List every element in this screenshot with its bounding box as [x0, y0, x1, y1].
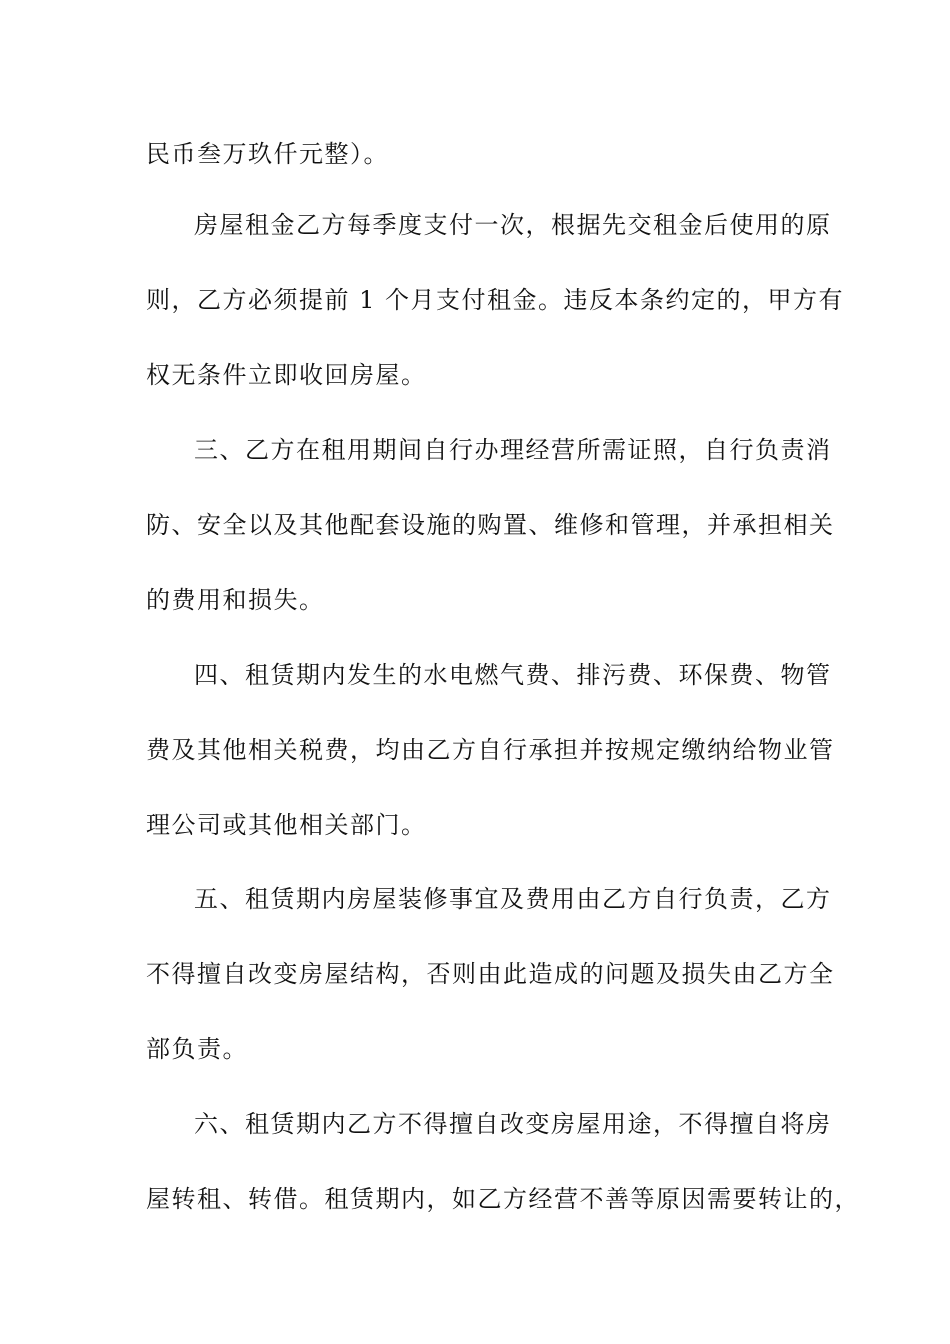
text-line: 民币叁万玖仟元整）。 — [146, 140, 389, 168]
paragraph-rent-payment-line: 房屋租金乙方每季度支付一次，根据先交租金后使用的原 — [194, 211, 832, 239]
text-line: 则，乙方必须提前 1 个月支付租金。违反本条约定的，甲方有 — [146, 286, 845, 314]
text-line: 屋转租、转借。租赁期内，如乙方经营不善等原因需要转让的， — [146, 1185, 860, 1213]
clause-three-line: 三、乙方在租用期间自行办理经营所需证照，自行负责消 — [194, 436, 832, 464]
text-line: 部负责。 — [146, 1035, 248, 1063]
clause-six-line: 六、租赁期内乙方不得擅自改变房屋用途，不得擅自将房 — [194, 1110, 832, 1138]
clause-four-line: 四、租赁期内发生的水电燃气费、排污费、环保费、物管 — [194, 661, 832, 689]
text-line: 的费用和损失。 — [146, 586, 325, 614]
text-line: 理公司或其他相关部门。 — [146, 811, 427, 839]
text-line: 费及其他相关税费，均由乙方自行承担并按规定缴纳给物业管 — [146, 736, 835, 764]
clause-five-line: 五、租赁期内房屋装修事宜及费用由乙方自行负责，乙方 — [194, 885, 832, 913]
text-line: 防、安全以及其他配套设施的购置、维修和管理，并承担相关 — [146, 511, 835, 539]
text-line: 不得擅自改变房屋结构，否则由此造成的问题及损失由乙方全 — [146, 960, 835, 988]
text-line: 权无条件立即收回房屋。 — [146, 361, 427, 389]
